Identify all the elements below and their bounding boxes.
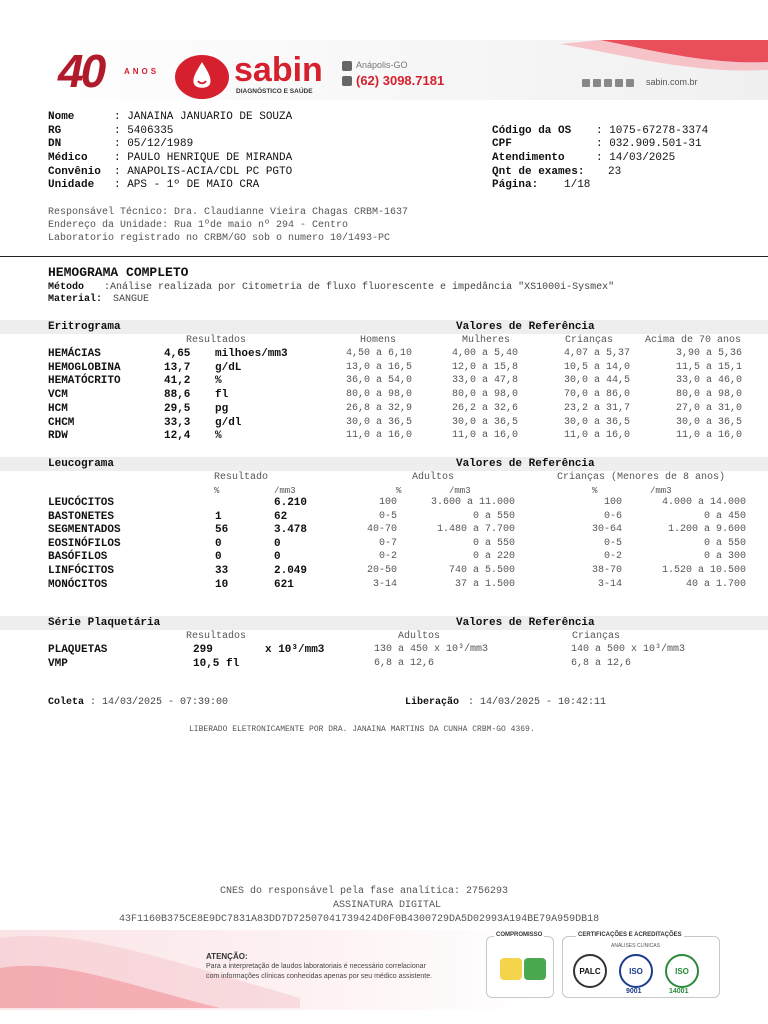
leu-row-name: SEGMENTADOS — [48, 524, 121, 537]
ery-row-ref-men: 11,0 a 16,0 — [346, 430, 413, 442]
leu-row-pct: 0 — [215, 551, 222, 564]
leu-row-pct: 56 — [215, 524, 229, 537]
brand-tagline: DIAGNÓSTICO E SAÚDE — [236, 88, 313, 95]
ery-row-name: CHCM — [48, 416, 75, 429]
phone-icon — [342, 76, 352, 86]
leu-row-pct: 33 — [215, 565, 229, 577]
leu-row-child-pct: 3-14 — [597, 578, 622, 590]
ery-row-value: 13,7 — [164, 361, 191, 374]
ery-row-value: 12,4 — [164, 430, 191, 443]
sustainability-seal-icon — [524, 958, 546, 980]
collect-value: : 14/03/2025 - 07:39:00 — [90, 697, 229, 708]
label-os-code: Código da OS — [492, 125, 572, 137]
ery-row-ref-over70: 33,0 a 46,0 — [676, 375, 743, 387]
ery-row-unit: g/dl — [215, 416, 242, 429]
patient-name: : JANAINA JANUARIO DE SOUZA — [114, 111, 293, 123]
label-unit: Unidade — [48, 179, 95, 191]
leu-row-adult-abs: 0 a 220 — [472, 551, 515, 563]
header-divider — [0, 256, 768, 257]
label-dn: DN — [48, 138, 62, 150]
ery-row-ref-over70: 27,0 a 31,0 — [676, 402, 743, 414]
lab-tech: Responsável Técnico: Dra. Claudianne Vieira Chagas CRBM-1637 — [48, 207, 409, 218]
ery-row-value: 41,2 — [164, 375, 191, 388]
page-number: 1/18 — [564, 179, 591, 191]
leu-col-result: Resultado — [214, 472, 269, 483]
leu-row-child-pct: 100 — [603, 497, 622, 508]
leukogram-ref-title: Valores de Referência — [456, 458, 595, 470]
plt-row-ref-adults: 130 a 450 x 10³/mm3 — [374, 644, 489, 655]
patient-dn: : 05/12/1989 — [114, 138, 194, 150]
service-date: : 14/03/2025 — [596, 152, 676, 164]
iso-14001-number: 14001 — [669, 988, 689, 995]
ery-row-ref-over70: 11,0 a 16,0 — [676, 430, 743, 442]
label-exam-count: Qnt de exames: — [492, 166, 585, 178]
plt-row-ref-adults: 6,8 a 12,6 — [374, 657, 435, 669]
leu-row-name: LINFÓCITOS — [48, 565, 115, 577]
anniversary-number: 40 — [58, 45, 104, 97]
commitment-seal-icon — [500, 958, 522, 980]
ery-row-ref-over70: 3,90 a 5,36 — [676, 348, 743, 359]
sabin-drop-logo-icon — [174, 54, 230, 100]
leu-col-adults: Adultos — [412, 472, 455, 483]
leu-row-adult-abs: 3.600 a 11.000 — [430, 497, 515, 508]
attention-title: ATENÇÃO: — [206, 952, 248, 961]
ery-row-value: 33,3 — [164, 416, 191, 429]
ery-row-unit: fl — [215, 389, 229, 402]
ery-row-unit: % — [215, 375, 222, 388]
certifications-label: CERTIFICAÇÕES E ACREDITAÇÕES — [578, 932, 682, 938]
ery-row-name: HEMATÓCRITO — [48, 375, 121, 388]
brand-name: sabin — [234, 51, 323, 89]
plt-row-name: VMP — [48, 657, 68, 670]
ery-row-ref-men: 30,0 a 36,5 — [346, 416, 413, 428]
ery-col-men: Homens — [360, 335, 397, 346]
facebook-icon[interactable] — [593, 79, 601, 87]
header-swoosh-graphic — [560, 40, 768, 100]
attention-line-1: Para a interpretação de laudos laboratoriais é necessário correlacionar — [206, 963, 426, 970]
leu-row-adult-abs: 0 a 550 — [472, 510, 515, 522]
attention-line-2: com informações clínicas conhecidas apenas por seu médico assistente. — [206, 973, 433, 980]
leu-row-child-pct: 0-6 — [603, 510, 622, 522]
plt-row-ref-children: 140 a 500 x 10³/mm3 — [571, 644, 686, 655]
ery-row-ref-men: 36,0 a 54,0 — [346, 375, 413, 387]
label-name: Nome — [48, 111, 75, 123]
ery-row-ref-children: 70,0 a 86,0 — [564, 389, 631, 401]
ery-row-ref-women: 4,00 a 5,40 — [452, 348, 519, 359]
patient-doctor: : PAULO HENRIQUE DE MIRANDA — [114, 152, 293, 164]
method-value: :Análise realizada por Citometria de fluxo fluorescente e impedância "XS1000i-Sysmex" — [104, 282, 615, 293]
material-value: SANGUE — [113, 294, 150, 305]
leu-sub-pct-1: % — [214, 486, 220, 496]
ery-col-over70: Acima de 70 anos — [645, 335, 742, 346]
exam-count: 23 — [608, 166, 622, 178]
release-label: Liberação — [405, 697, 460, 708]
leu-sub-mm3-3: /mm3 — [650, 486, 672, 496]
cpf-value: : 032.909.501-31 — [596, 138, 702, 150]
iso-9001-label: ISO — [629, 966, 643, 976]
label-cpf: CPF — [492, 138, 512, 150]
ery-row-value: 88,6 — [164, 389, 191, 402]
ery-row-ref-children: 11,0 a 16,0 — [564, 430, 631, 442]
ery-row-name: VCM — [48, 389, 68, 402]
leu-row-pct: 1 — [215, 510, 222, 523]
iso-14001-seal-icon — [665, 954, 699, 988]
iso-14001-label: ISO — [675, 966, 689, 976]
clinical-analysis-label: ANÁLISES CLÍNICAS — [611, 943, 660, 949]
leu-row-child-abs: 0 a 300 — [703, 551, 746, 563]
ery-row-value: 29,5 — [164, 402, 191, 415]
iso-9001-number: 9001 — [626, 988, 642, 995]
ery-row-ref-men: 26,8 a 32,9 — [346, 402, 413, 414]
leu-row-child-abs: 1.200 a 9.600 — [667, 524, 746, 536]
iso-9001-seal-icon — [619, 954, 653, 988]
linkedin-icon[interactable] — [582, 79, 590, 87]
ery-row-ref-women: 33,0 a 47,8 — [452, 375, 519, 387]
leu-row-name: LEUCÓCITOS — [48, 497, 115, 509]
os-code: : 1075-67278-3374 — [596, 125, 709, 137]
material-label: Material: — [48, 294, 103, 305]
ery-row-ref-men: 80,0 a 98,0 — [346, 389, 413, 401]
twitter-icon[interactable] — [604, 79, 612, 87]
method-label: Método — [48, 282, 85, 293]
leu-row-pct: 0 — [215, 537, 222, 550]
leu-row-child-abs: 4.000 a 14.000 — [661, 497, 746, 508]
plt-row-value: 299 — [193, 644, 213, 656]
leu-row-child-pct: 38-70 — [591, 565, 622, 576]
leu-row-child-abs: 40 a 1.700 — [685, 578, 746, 590]
ery-col-results: Resultados — [186, 335, 247, 346]
platelet-title: Série Plaquetária — [48, 617, 161, 629]
leu-row-abs: 0 — [274, 551, 281, 564]
cnes-line: CNES do responsável pela fase analítica: 2756293 — [220, 886, 509, 897]
lab-registry: Laboratorio registrado no CRBM/GO sob o numero 10/1493-PC — [48, 233, 391, 244]
leu-row-child-pct: 30-64 — [591, 524, 622, 536]
leukogram-title: Leucograma — [48, 458, 115, 470]
palc-label: PALC — [579, 966, 601, 976]
ery-row-ref-over70: 30,0 a 36,5 — [676, 416, 743, 428]
anniversary-word: ANOS — [124, 67, 160, 76]
plt-col-results: Resultados — [186, 631, 247, 642]
label-rg: RG — [48, 125, 62, 137]
leu-row-adult-pct: 0-2 — [378, 551, 397, 563]
leu-row-adult-abs: 37 a 1.500 — [454, 578, 515, 590]
leu-row-adult-pct: 3-14 — [372, 578, 397, 590]
ery-row-ref-women: 11,0 a 16,0 — [452, 430, 519, 442]
ery-row-unit: pg — [215, 402, 229, 415]
leu-row-pct: 10 — [215, 578, 229, 591]
ery-row-ref-women: 12,0 a 15,8 — [452, 361, 519, 373]
leu-row-adult-pct: 100 — [378, 497, 397, 508]
leu-row-child-pct: 0-2 — [603, 551, 622, 563]
ery-row-unit: milhoes/mm3 — [215, 348, 288, 360]
leu-sub-mm3-2: /mm3 — [449, 486, 471, 496]
leu-row-adult-abs: 0 a 550 — [472, 537, 515, 549]
leu-row-adult-pct: 40-70 — [366, 524, 397, 536]
erythrogram-ref-title: Valores de Referência — [456, 321, 595, 333]
plt-row-name: PLAQUETAS — [48, 644, 108, 656]
patient-unit: : APS - 1º DE MAIO CRA — [114, 179, 260, 191]
platelet-ref-title: Valores de Referência — [456, 617, 595, 629]
ery-col-children: Crianças — [565, 335, 614, 346]
ery-row-ref-children: 30,0 a 36,5 — [564, 416, 631, 428]
commitment-label: COMPROMISSO — [496, 932, 543, 938]
ery-col-women: Mulheres — [462, 335, 511, 346]
leu-row-child-abs: 1.520 a 10.500 — [661, 565, 746, 576]
leu-row-child-abs: 0 a 450 — [703, 510, 746, 522]
ery-row-ref-men: 4,50 a 6,10 — [346, 348, 413, 359]
lab-address: Endereço da Unidade: Rua 1ºde maio nº 294 - Centro — [48, 220, 349, 231]
ery-row-unit: % — [215, 430, 222, 443]
ery-row-name: HEMOGLOBINA — [48, 361, 121, 374]
youtube-icon[interactable] — [626, 79, 634, 87]
label-service-date: Atendimento — [492, 152, 565, 164]
instagram-icon[interactable] — [615, 79, 623, 87]
ery-row-ref-children: 30,0 a 44,5 — [564, 375, 631, 387]
collect-label: Coleta — [48, 697, 85, 708]
exam-title: HEMOGRAMA COMPLETO — [48, 265, 189, 280]
plt-col-adults: Adultos — [398, 631, 441, 642]
ery-row-ref-women: 30,0 a 36,5 — [452, 416, 519, 428]
location-pin-icon — [342, 61, 352, 71]
leu-row-abs: 0 — [274, 537, 281, 550]
ery-row-ref-children: 10,5 a 14,0 — [564, 361, 631, 373]
ery-row-ref-children: 23,2 a 31,7 — [564, 402, 631, 414]
leu-row-child-pct: 0-5 — [603, 537, 622, 549]
erythrogram-title: Eritrograma — [48, 321, 121, 333]
plt-col-children: Crianças — [572, 631, 621, 642]
leu-row-name: BASÓFILOS — [48, 551, 108, 564]
patient-insurance: : ANAPOLIS-ACIA/CDL PC PGTO — [114, 166, 293, 178]
ery-row-ref-children: 4,07 a 5,37 — [564, 348, 631, 359]
leu-row-name: BASTONETES — [48, 510, 115, 523]
released-by: LIBERADO ELETRONICAMENTE POR DRA. JANAINA MARTINS DA CUNHA CRBM-GO 4369. — [189, 725, 535, 734]
ery-row-name: HCM — [48, 402, 68, 415]
leu-row-abs: 621 — [274, 578, 294, 591]
ery-row-ref-women: 26,2 a 32,6 — [452, 402, 519, 414]
leu-row-abs: 3.478 — [274, 524, 308, 537]
city-label: Anápolis-GO — [356, 60, 408, 70]
leu-col-children: Crianças (Menores de 8 anos) — [557, 472, 726, 483]
leu-row-name: MONÓCITOS — [48, 578, 108, 591]
ery-row-ref-men: 13,0 a 16,5 — [346, 361, 413, 373]
leu-sub-pct-2: % — [396, 486, 402, 496]
plt-row-value: 10,5 fl — [193, 657, 240, 670]
signature-label: ASSINATURA DIGITAL — [333, 900, 442, 911]
leu-row-abs: 2.049 — [274, 565, 308, 577]
leu-row-adult-abs: 740 a 5.500 — [448, 565, 515, 576]
leu-row-abs: 62 — [274, 510, 288, 523]
leu-row-adult-abs: 1.480 a 7.700 — [436, 524, 515, 536]
leu-sub-pct-3: % — [592, 486, 598, 496]
ery-row-ref-women: 80,0 a 98,0 — [452, 389, 519, 401]
leu-row-adult-pct: 0-5 — [378, 510, 397, 522]
social-icons — [582, 79, 634, 87]
label-insurance: Convênio — [48, 166, 101, 178]
leu-row-adult-pct: 20-50 — [366, 565, 397, 576]
plt-row-ref-children: 6,8 a 12,6 — [571, 657, 632, 669]
ery-row-unit: g/dL — [215, 361, 242, 374]
ery-row-ref-over70: 11,5 a 15,1 — [676, 361, 743, 373]
palc-seal-icon — [573, 954, 607, 988]
ery-row-ref-over70: 80,0 a 98,0 — [676, 389, 743, 401]
signature-hash: 43F1160B375CE8E9DC7831A83DD7D72507041739424D0F0B4300729DA5D02993A194BE79A959DB18 — [119, 914, 600, 925]
phone-number: (62) 3098.7181 — [356, 73, 445, 88]
leukogram-header-bar — [0, 457, 768, 471]
ery-row-name: HEMÁCIAS — [48, 348, 101, 360]
release-value: : 14/03/2025 - 10:42:11 — [468, 697, 607, 708]
leu-row-abs: 6.210 — [274, 497, 308, 509]
leu-row-child-abs: 0 a 550 — [703, 537, 746, 549]
ery-row-value: 4,65 — [164, 348, 191, 360]
leu-row-adult-pct: 0-7 — [378, 537, 397, 549]
website-link[interactable]: sabin.com.br — [646, 77, 698, 87]
plt-row-unit: x 10³/mm3 — [265, 644, 325, 656]
leu-sub-mm3-1: /mm3 — [274, 486, 296, 496]
ery-row-name: RDW — [48, 430, 68, 443]
patient-rg: : 5406335 — [114, 125, 174, 137]
label-page: Página: — [492, 179, 539, 191]
label-doctor: Médico — [48, 152, 88, 164]
leu-row-name: EOSINÓFILOS — [48, 537, 121, 550]
